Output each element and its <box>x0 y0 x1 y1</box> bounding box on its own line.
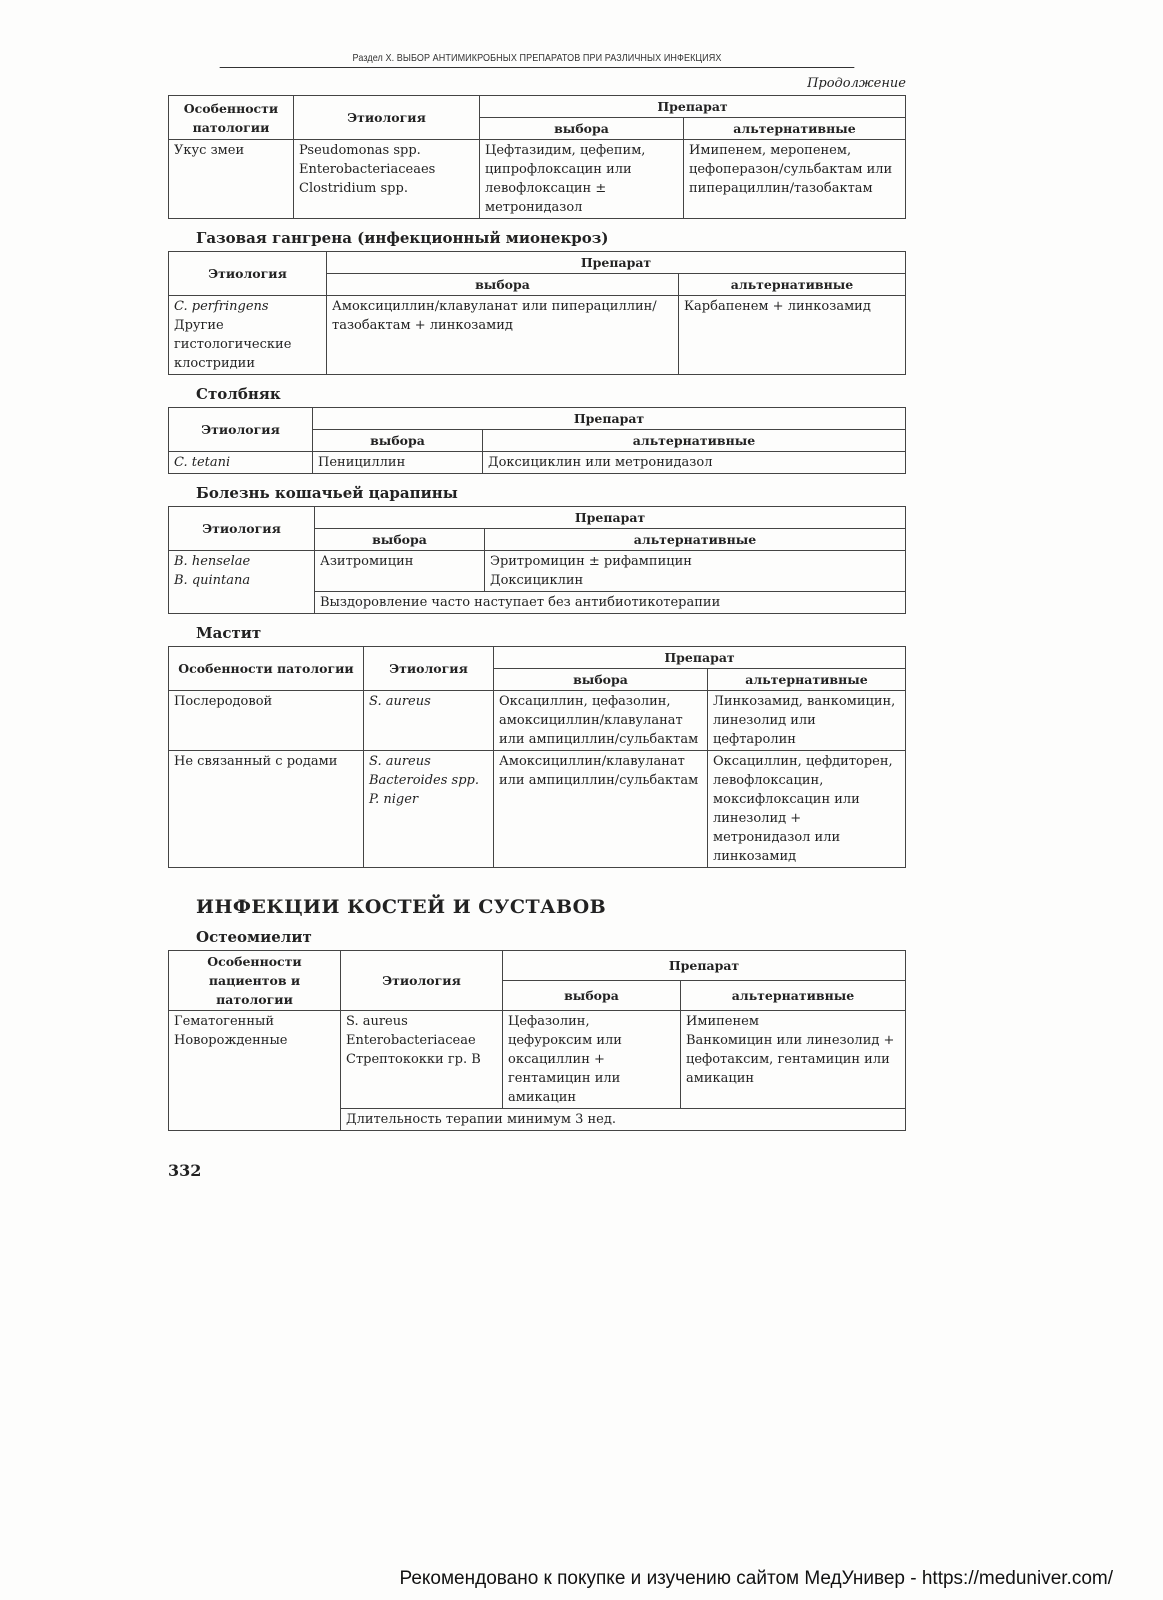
cell-etiology: C. tetani <box>169 452 313 474</box>
cell-choice: Пенициллин <box>313 452 483 474</box>
cell-alternative: Эритромицин ± рифампицин Доксициклин <box>485 551 906 592</box>
cat-scratch-table <box>168 506 906 614</box>
table-row <box>169 691 906 751</box>
cell-choice: Оксациллин, цефазолин, амоксициллин/клавуланат или ампициллин/сульбактам <box>494 691 708 751</box>
table-row <box>169 140 906 219</box>
cell-etiology: S. aureus Bacteroides spp. P. niger <box>364 751 494 868</box>
header-etiology: Этиология <box>169 507 315 551</box>
header-etiology: Этиология <box>169 408 313 452</box>
header-etiology: Этиология <box>341 951 503 1011</box>
cell-choice: Амоксициллин/клавуланат или ампициллин/сульбактам <box>494 751 708 868</box>
mastitis-title: Мастит <box>196 624 262 642</box>
header-choice: выбора <box>327 274 679 296</box>
gas-gangrene-title: Газовая гангрена (инфекционный мионекроз) <box>196 229 609 247</box>
header-drug: Препарат <box>315 507 906 529</box>
section-title: ИНФЕКЦИИ КОСТЕЙ И СУСТАВОВ <box>196 896 607 918</box>
page-number: 332 <box>168 1161 202 1180</box>
cell-choice: Амоксициллин/клавуланат или пиперациллин/тазобактам + линкозамид <box>327 296 679 375</box>
header-drug: Препарат <box>494 647 906 669</box>
header-choice: выбора <box>313 430 483 452</box>
cell-alternative: Карбапенем + линкозамид <box>679 296 906 375</box>
header-choice: выбора <box>315 529 485 551</box>
cell-etiology: S. aureus <box>364 691 494 751</box>
osteomyelitis-title: Остеомиелит <box>196 928 312 946</box>
cell-etiology: B. henselae B. quintana <box>169 551 315 614</box>
header-etiology: Этиология <box>169 252 327 296</box>
table-row <box>169 751 906 868</box>
header-choice: выбора <box>494 669 708 691</box>
header-alternative: альтернативные <box>684 118 906 140</box>
cell-alternative: Оксациллин, цефдиторен, левофлоксацин, моксифлоксацин или линезолид + метронидазол или линкозамид <box>708 751 906 868</box>
header-choice: выбора <box>480 118 684 140</box>
header-alternative: альтернативные <box>485 529 906 551</box>
etiology-other: Другие гистологические клостридии <box>174 318 292 371</box>
header-etiology: Этиология <box>294 96 480 140</box>
cell-feature: Укус змеи <box>169 140 294 219</box>
cell-alternative: Доксициклин или метронидазол <box>483 452 906 474</box>
cell-note: Выздоровление часто наступает без антибиотикотерапии <box>315 592 906 614</box>
footer-recommendation: Рекомендовано к покупке и изучению сайтом МедУнивер - https://meduniver.com/ <box>399 1568 1113 1589</box>
header-alternative: альтернативные <box>681 981 906 1011</box>
cell-alternative: Линкозамид, ванкомицин, линезолид или цефтаролин <box>708 691 906 751</box>
cell-etiology: S. aureus Enterobacteriaceae Стрептококки гр. B <box>341 1011 503 1109</box>
mastitis-table <box>168 646 906 868</box>
tetanus-table <box>168 407 906 474</box>
book-page <box>168 40 906 1180</box>
cell-alternative: Имипенем Ванкомицин или линезолид + цефотаксим, гентамицин или амикацин <box>681 1011 906 1109</box>
header-drug: Препарат <box>327 252 906 274</box>
cell-feature: Послеродовой <box>169 691 364 751</box>
table-row <box>169 551 906 592</box>
header-drug: Препарат <box>503 951 906 981</box>
header-features: Особенности патологии <box>169 96 294 140</box>
cell-alternative: Имипенем, меропенем, цефоперазон/сульбактам или пиперациллин/тазобактам <box>684 140 906 219</box>
cell-choice: Азитромицин <box>315 551 485 592</box>
table-row <box>169 296 906 375</box>
cell-etiology <box>169 296 327 375</box>
tetanus-title: Столбняк <box>196 385 281 403</box>
cat-scratch-title: Болезнь кошачьей царапины <box>196 484 458 502</box>
header-features: Особенности пациентов и патологии <box>169 951 341 1011</box>
cell-feature: Гематогенный Новорожденные <box>169 1011 341 1131</box>
cell-etiology: Pseudomonas spp. Enterobacteriaceaes Clostridium spp. <box>294 140 480 219</box>
header-alternative: альтернативные <box>708 669 906 691</box>
snake-bite-table <box>168 95 906 219</box>
cell-choice: Цефтазидим, цефепим, ципрофлоксацин или левофлоксацин ± метронидазол <box>480 140 684 219</box>
running-head: Раздел X. ВЫБОР АНТИМИКРОБНЫХ ПРЕПАРАТОВ ПРИ РАЗЛИЧНЫХ ИНФЕКЦИЯХ <box>220 52 855 68</box>
cell-choice: Цефазолин, цефуроксим или оксациллин + гентамицин или амикацин <box>503 1011 681 1109</box>
continuation-label: Продолжение <box>807 76 906 91</box>
osteomyelitis-table <box>168 950 906 1131</box>
table-row <box>169 452 906 474</box>
etiology-organism: C. perfringens <box>174 299 269 314</box>
cell-feature: Не связанный с родами <box>169 751 364 868</box>
gas-gangrene-table <box>168 251 906 375</box>
header-choice: выбора <box>503 981 681 1011</box>
header-features: Особенности патологии <box>169 647 364 691</box>
header-drug: Препарат <box>480 96 906 118</box>
header-drug: Препарат <box>313 408 906 430</box>
cell-note: Длительность терапии минимум 3 нед. <box>341 1109 906 1131</box>
header-alternative: альтернативные <box>679 274 906 296</box>
table-row <box>169 1011 906 1109</box>
header-etiology: Этиология <box>364 647 494 691</box>
header-alternative: альтернативные <box>483 430 906 452</box>
